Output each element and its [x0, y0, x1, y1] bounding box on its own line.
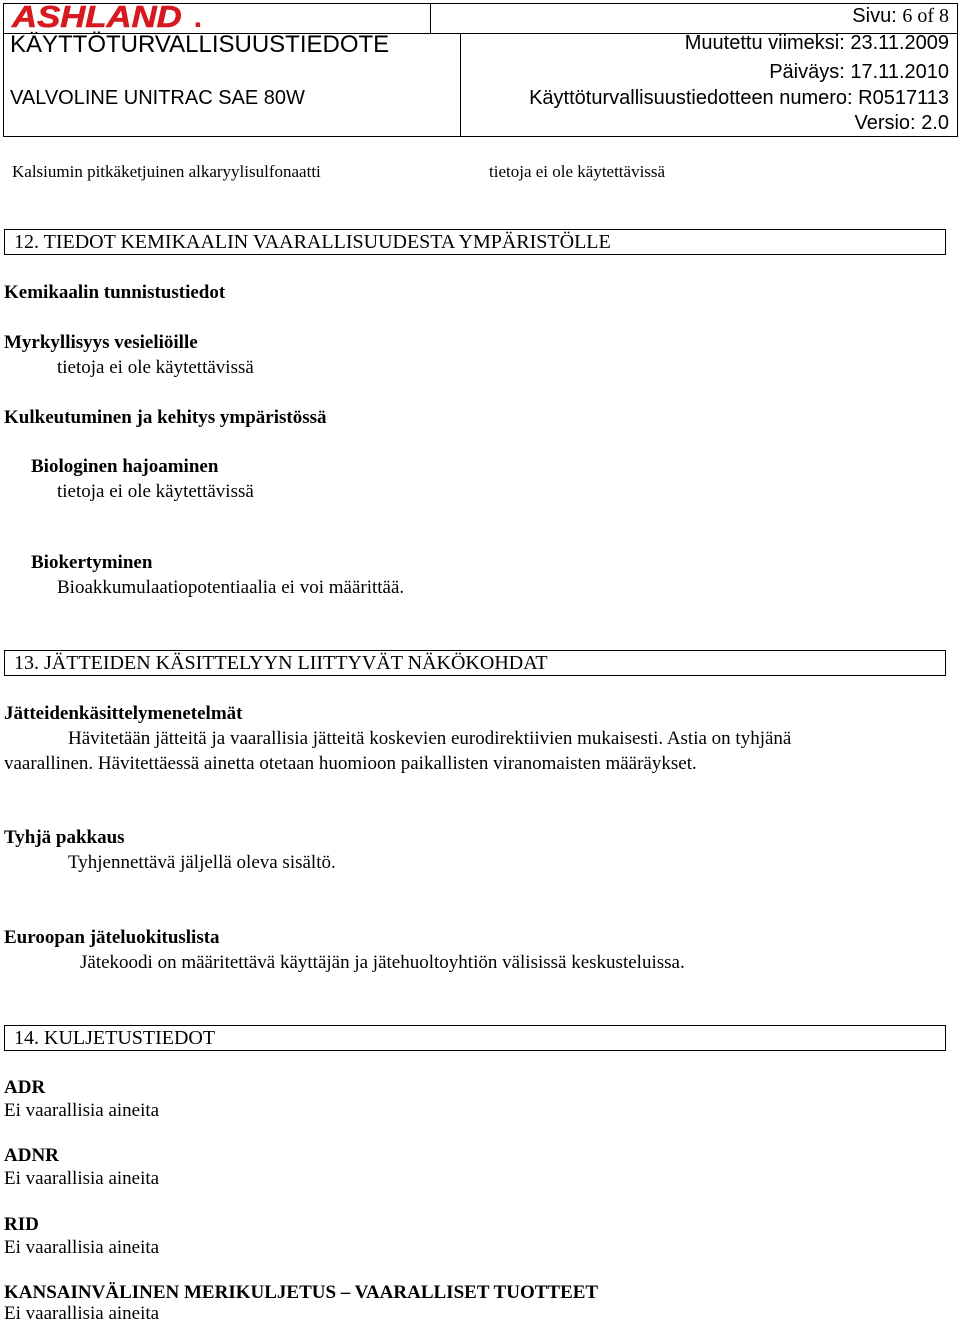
page-label: Sivu: [852, 5, 897, 27]
adr-value: Ei vaarallisia aineita [4, 1100, 160, 1121]
date-info [769, 61, 949, 84]
logo-dot: . [193, 0, 203, 34]
revised-value: 23.11.2009 [850, 32, 949, 54]
version-info [854, 112, 949, 135]
imdg-value: Ei vaarallisia aineita [4, 1303, 160, 1324]
page-info [852, 5, 949, 28]
aquatic-toxicity-heading: Myrkyllisyys vesieliöille [4, 332, 198, 353]
logo-wordmark: ASHLAND [12, 0, 182, 34]
sds-number-info [529, 87, 949, 110]
identity-heading: Kemikaalin tunnistustiedot [4, 282, 226, 303]
revised-info [685, 32, 949, 55]
version-label: Versio: [854, 112, 916, 134]
fate-heading: Kulkeutuminen ja kehitys ympäristössä [4, 407, 327, 428]
header-divider [430, 3, 431, 33]
disposal-methods-heading: Jätteidenkäsittelymenetelmät [4, 703, 243, 724]
version-value: 2.0 [921, 112, 949, 134]
ashland-logo [12, 2, 202, 32]
adnr-value: Ei vaarallisia aineita [4, 1168, 160, 1189]
header-divider [460, 33, 461, 137]
section-14-heading: 14. KULJETUSTIEDOT [4, 1025, 946, 1051]
rid-value: Ei vaarallisia aineita [4, 1237, 160, 1258]
sds-number-label: Käyttöturvallisuustiedotteen numero: [529, 87, 853, 109]
section-13-heading: 13. JÄTTEIDEN KÄSITTELYYN LIITTYVÄT NÄKÖKOHDAT [4, 650, 946, 676]
biodegradation-value: tietoja ei ole käytettävissä [57, 481, 254, 502]
rid-heading: RID [4, 1214, 39, 1235]
imdg-heading: KANSAINVÄLINEN MERIKULJETUS – VAARALLISET TUOTTEET [4, 1282, 599, 1303]
waste-catalogue-heading: Euroopan jäteluokituslista [4, 927, 220, 948]
revised-label: Muutettu viimeksi: [684, 32, 845, 54]
date-label: Päiväys: [769, 61, 845, 83]
waste-catalogue-value: Jätekoodi on määritettävä käyttäjän ja jätehuoltoyhtiön välisissä keskusteluissa. [80, 952, 685, 973]
product-name: VALVOLINE UNITRAC SAE 80W [10, 87, 305, 109]
disposal-methods-line-2: vaarallinen. Hävitettäessä ainetta otetaan huomioon paikallisten viranomaisten määräykset. [4, 753, 697, 774]
adr-heading: ADR [4, 1077, 46, 1098]
bioaccumulation-heading: Biokertyminen [31, 552, 153, 573]
aquatic-toxicity-value: tietoja ei ole käytettävissä [57, 357, 254, 378]
carryover-value: tietoja ei ole käytettävissä [489, 162, 666, 181]
biodegradation-heading: Biologinen hajoaminen [31, 456, 219, 477]
sds-number-value: R0517113 [858, 87, 949, 109]
carryover-substance: Kalsiumin pitkäketjuinen alkaryylisulfonaatti [12, 162, 321, 181]
disposal-methods-line-1: Hävitetään jätteitä ja vaarallisia jätteitä koskevien eurodirektiivien mukaisesti. Astia on tyhjänä [68, 728, 792, 749]
document-title: KÄYTTÖTURVALLISUUSTIEDOTE [10, 31, 390, 58]
page-value: 6 of 8 [902, 5, 949, 27]
section-12-heading: 12. TIEDOT KEMIKAALIN VAARALLISUUDESTA YMPÄRISTÖLLE [4, 229, 946, 255]
date-value: 17.11.2010 [850, 61, 949, 83]
adnr-heading: ADNR [4, 1145, 59, 1166]
empty-packaging-value: Tyhjennettävä jäljellä oleva sisältö. [68, 852, 336, 873]
empty-packaging-heading: Tyhjä pakkaus [4, 827, 125, 848]
bioaccumulation-value: Bioakkumulaatiopotentiaalia ei voi määrittää. [57, 577, 405, 598]
